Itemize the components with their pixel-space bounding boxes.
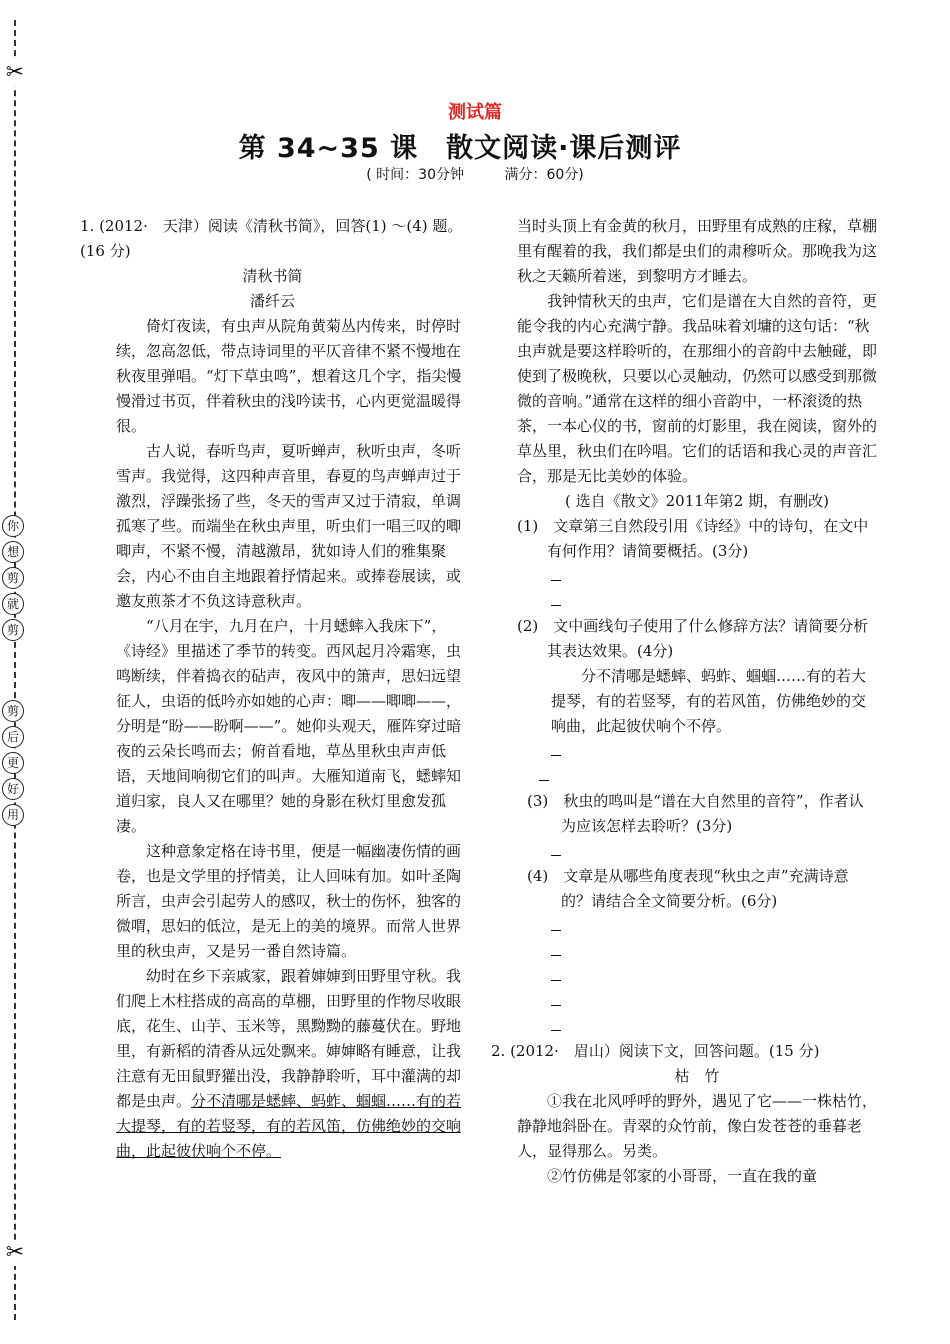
side-char: 你 [2, 515, 24, 537]
sub-question-2: (2) 文中画线句子使用了什么修辞方法？请简要分析其表达效果。(4分) [517, 617, 869, 660]
side-char: 更 [2, 752, 24, 774]
essay-author: 潘纤云 [249, 292, 295, 310]
essay-paragraph: 我钟情秋天的虫声，它们是谱在大自然的音符，更能令我的内心充满宁静。我品味着刘墉的这句话：“秋虫声就是要这样聆听的，在那细小的音韵中去触碰，即使到了极晚秋，只要以心灵触动，仍然可以感受到那微微的音响。”通常在这样的细小音韵中，一杯滚烫的热茶，一本心仪的书，窗前的灯影里，我在阅读，窗外的草丛里，秋虫们在吟唱。它们的话语和我心灵的声音汇合，那是无比美妙的体验。 [517, 292, 878, 485]
essay-paragraph: 倚灯夜读，有虫声从院角黄菊丛内传来，时停时续，忽高忽低，带点诗词里的平仄音律不紧不慢地在秋夜里弹唱。“灯下草虫鸣”，想着这几个字，指尖慢慢滑过书页，伴着秋虫的浅吟读书，心内更觉温暖得很。 [116, 317, 462, 435]
quoted-sentence: 分不清哪是蟋蟀、蚂蚱、蝈蝈……有的若大提琴，有的若竖琴，有的若风笛，仿佛绝妙的交响曲，此起彼伏响个不停。 [551, 667, 867, 735]
side-char: 后 [2, 726, 24, 748]
answer-blank[interactable] [551, 1014, 877, 1039]
full-score: 满分：60分) [504, 167, 584, 183]
essay-paragraph [80, 964, 465, 1164]
side-char: 剪 [2, 700, 24, 722]
question-2-stem: 2. (2012· 眉山）阅读下文，回答问题。(15 分) [491, 1042, 820, 1060]
answer-blank[interactable] [539, 764, 877, 789]
exam-meta [0, 164, 950, 184]
scissors-icon: ✂ [2, 1240, 28, 1266]
sub-question-4: (4) 文章是从哪些角度表现“秋虫之声”充满诗意的？请结合全文简要分析。(6分) [527, 867, 849, 910]
source-note: ( 选自《散文》2011年第2 期，有删改) [565, 492, 829, 510]
section-label: 测试篇 [448, 102, 502, 123]
paragraph-text: 幼时在乡下亲戚家，跟着婶婶到田野里守秋。我们爬上木柱搭成的高高的草棚，田野里的作物尽收眼底，花生、山芋、玉米等，黑黝黝的藤蔓伏在。野地里，有新稻的清香从远处飘来。婶婶略有睡意，让我注意有无田鼠野獾出没，我静静聆听，耳中灌满的却都是虫声。 [116, 967, 462, 1110]
sub-question-1: (1) 文章第三自然段引用《诗经》中的诗句，在文中有何作用？请简要概括。(3分) [517, 517, 869, 560]
essay-paragraph: 古人说，春听鸟声，夏听蝉声，秋听虫声，冬听雪声。我觉得，这四种声音里，春夏的鸟声蝉声过于激烈，浮躁张扬了些，冬天的雪声又过于清寂，单调孤寒了些。而端坐在秋虫声里，听虫们一唱三叹的唧唧声，不紧不慢，清越激昂，犹如诗人们的雅集聚会，内心不由自主地跟着抒情起来。或捧卷展读，或邀友煎茶才不负这诗意秋声。 [116, 442, 462, 610]
answer-blank[interactable] [551, 939, 877, 964]
answer-blank[interactable] [551, 964, 877, 989]
essay-paragraph: ①我在北风呼呼的野外，遇见了它——一株枯竹，静静地斜卧在。青翠的众竹前，像白发苍苍的垂暮老人，显得那么。另类。 [517, 1092, 878, 1160]
side-char: 剪 [2, 619, 24, 641]
answer-blank[interactable] [551, 839, 877, 864]
answer-blank[interactable] [551, 589, 877, 614]
essay-title: 枯 竹 [674, 1067, 720, 1085]
side-char: 好 [2, 778, 24, 800]
right-column [491, 214, 878, 1189]
essay-title: 清秋书简 [242, 267, 303, 285]
time-limit: ( 时间：30分钟 [366, 167, 464, 183]
essay-paragraph: 这种意象定格在诗书里，便是一幅幽凄伤情的画卷，也是文学里的抒情美，让人回味有加。如叶圣陶所言，虫声会引起劳人的感叹，秋士的伤怀，独客的微喟，思妇的低泣，是无上的美的境界。而常人世界里的秋虫声，又是另一番自然诗篇。 [116, 842, 462, 960]
answer-blank[interactable] [551, 989, 877, 1014]
essay-paragraph: ②竹仿佛是邻家的小哥哥，一直在我的童 [547, 1167, 818, 1185]
left-column [80, 214, 465, 1164]
answer-blank[interactable] [551, 914, 877, 939]
side-char: 用 [2, 804, 24, 826]
answer-blank[interactable] [551, 739, 877, 764]
underlined-sentence: 分不清哪是蟋蟀、蚂蚱、蝈蝈……有的若大提琴，有的若竖琴，有的若风笛，仿佛绝妙的交响曲，此起彼伏响个不停。 [116, 1092, 462, 1160]
side-char: 剪 [2, 567, 24, 589]
question-1-stem: 1. (2012· 天津）阅读《清秋书简》，回答(1) ～(4) 题。(16 分) [80, 217, 463, 260]
answer-blank[interactable] [551, 564, 877, 589]
side-char: 就 [2, 593, 24, 615]
essay-paragraph: “八月在宇，九月在户，十月蟋蟀入我床下”，《诗经》里描述了季节的转变。西风起月冷霜寒，虫鸣断续，伴着捣衣的砧声，夜风中的箫声，思妇远望征人，虫语的低吟亦如她的心声：唧——唧唧——，分明是“盼——盼啊——”。她仰头观天，雁阵穿过暗夜的云朵长鸣而去；俯首看地，草丛里秋虫声声低语，天地间响彻它们的叫声。大雁知道南飞，蟋蟀知道归家，良人又在哪里？她的身影在秋灯里愈发孤凄。 [116, 617, 462, 835]
side-char: 想 [2, 541, 24, 563]
page-title: 第 34~35 课 散文阅读·课后测评 [238, 133, 682, 164]
scissors-icon: ✂ [2, 60, 28, 86]
cut-line [14, 20, 16, 1320]
essay-paragraph: 当时头顶上有金黄的秋月，田野里有成熟的庄稼，草棚里有醒着的我，我们都是虫们的肃穆听众。那晚我为这秋之天籁所着迷，到黎明方才睡去。 [517, 217, 878, 285]
sub-question-3: (3) 秋虫的鸣叫是“谱在大自然里的音符”，作者认为应该怎样去聆听？(3分) [527, 792, 864, 835]
